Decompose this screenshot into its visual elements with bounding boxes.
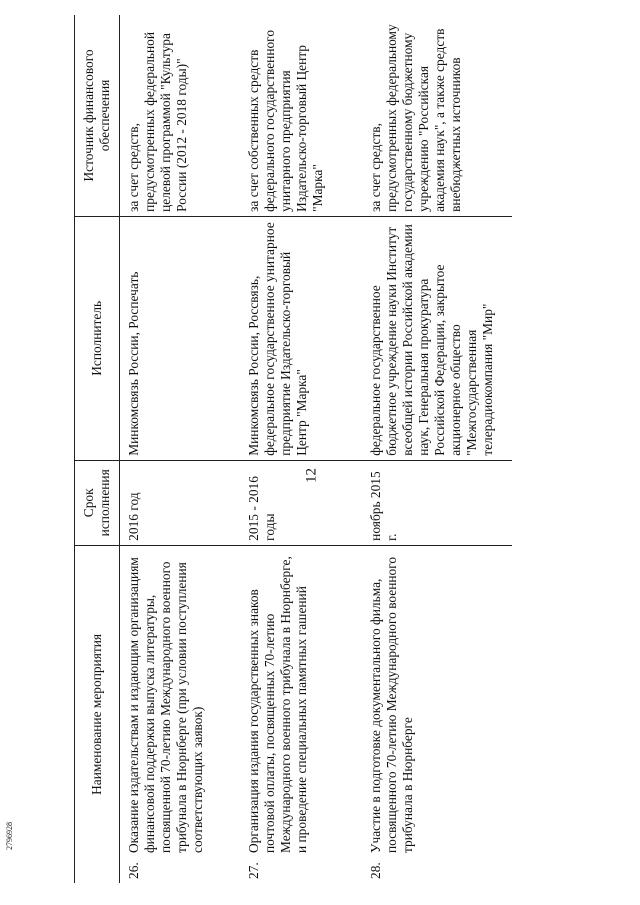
row-number: 27. xyxy=(245,862,261,879)
row-source: за счет собственных средств федерального государственного унитарного предприятия Издательско-торговый Центр "Марка" xyxy=(240,15,362,216)
row-name-cell xyxy=(120,545,240,883)
measures-table-container xyxy=(74,15,562,883)
row-number: 26. xyxy=(126,862,141,879)
header-term: Срок исполнения xyxy=(75,460,120,545)
row-name: Оказание издательствам и издающим организациям финансовой поддержки выпуска литературы, посвященной 70-летию Международного военного трибунала в Нюрнберге (при условии поступления соответствующих заявок) xyxy=(126,557,206,853)
table-row xyxy=(362,15,512,883)
row-term: 2015 - 2016 годы xyxy=(240,460,362,545)
header-name: Наименование мероприятия xyxy=(75,545,120,883)
header-executor: Исполнитель xyxy=(75,216,120,460)
row-name: Участие в подготовке документального фильма, посвященного 70-летию Международного военного трибунала в Нюрнберге xyxy=(367,556,415,853)
page-number: 12 xyxy=(303,468,320,483)
document-code: 2796928 xyxy=(5,822,14,850)
row-term: 2016 год xyxy=(120,460,240,545)
measures-table xyxy=(74,15,512,883)
table-row xyxy=(240,15,362,883)
row-name-cell xyxy=(362,545,512,883)
table-row xyxy=(120,15,240,883)
row-executor: Минкомсвязь России, Россвязь, федеральное государственное унитарное предприятие Издательско-торговый Центр "Марка" xyxy=(240,216,362,460)
row-source: за счет средств, предусмотренных федеральному государственному бюджетному учреждению "Российская академия наук", а также средств внебюджетных источников xyxy=(362,15,512,216)
row-name-cell xyxy=(240,545,362,883)
header-source: Источник финансового обеспечения xyxy=(75,15,120,216)
table-header-row xyxy=(75,15,120,883)
row-source: за счет средств, предусмотренных федеральной целевой программой "Культура России (2012 - 2018 годы)" xyxy=(120,15,240,216)
row-executor: Минкомсвязь России, Роспечать xyxy=(120,216,240,460)
row-term: ноябрь 2015 г. xyxy=(362,460,512,545)
row-name: Организация издания государственных знаков почтовой оплаты, посвященных 70-летию Международного военного трибунала в Нюрнберге, и проведение специальных памятных гашений xyxy=(245,556,309,853)
row-executor: федеральное государственное бюджетное учреждение науки Институт всеобщей истории Российской академии наук, Генеральная прокуратура Российской Федерации, закрытое акционерное общество "Межгосударственная телерадиокомпания "Мир" xyxy=(362,216,512,460)
row-number: 28. xyxy=(367,862,383,879)
